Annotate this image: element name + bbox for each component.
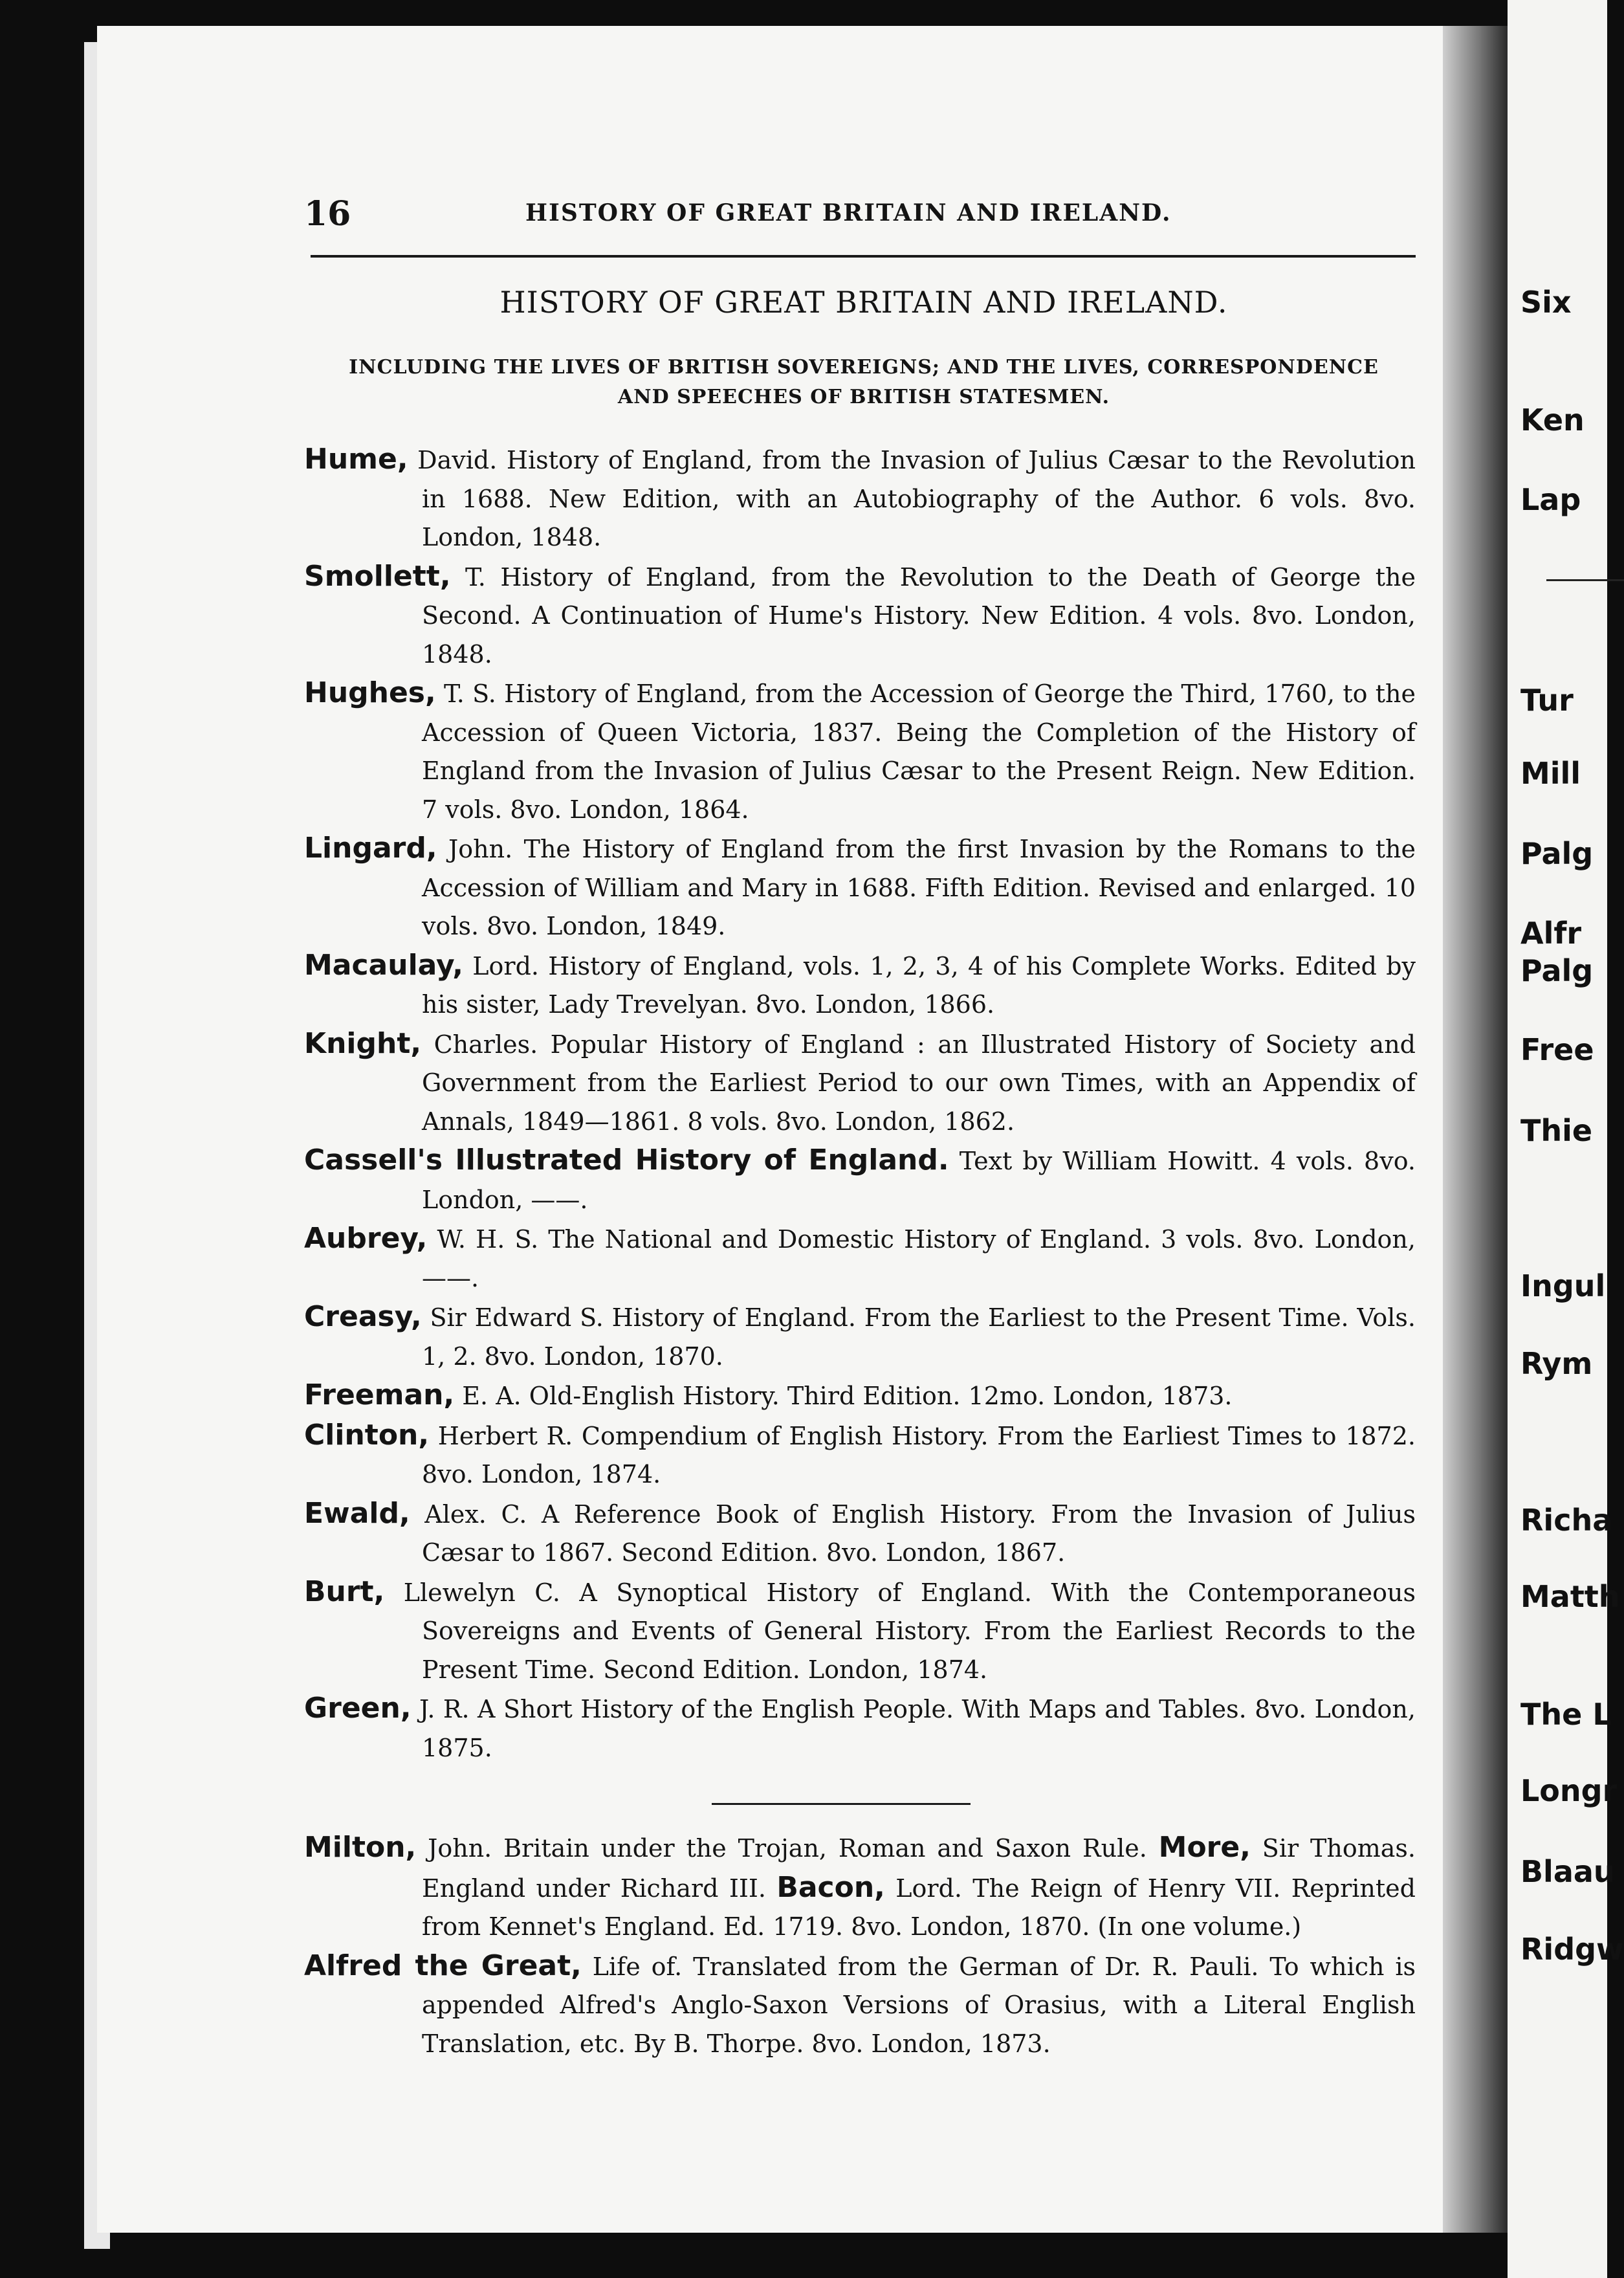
running-title: HISTORY OF GREAT BRITAIN AND IRELAND. <box>525 199 1172 227</box>
bibliography-entry <box>304 1376 1416 1416</box>
header-rule <box>311 255 1416 258</box>
author-name: Alfred the Great, <box>304 1949 582 1982</box>
author-name: Hume, <box>304 443 408 476</box>
author-name: Ewald, <box>304 1496 410 1530</box>
next-page-word: Palg <box>1520 953 1594 988</box>
entry-text: Herbert R. Compendium of English History. From the Earliest Times to 1872. 8vo. London, 1874. <box>422 1421 1416 1488</box>
entry-text: Sir Edward S. History of England. From the Earliest to the Present Time. Vols. 1, 2. 8vo. London, 1870. <box>422 1303 1416 1371</box>
bibliography-entry <box>304 1416 1416 1494</box>
bibliography-entry <box>304 1573 1416 1690</box>
next-page-word: Rym <box>1520 1346 1593 1381</box>
entry-text: W. H. S. The National and Domestic History of England. 3 vols. 8vo. London, ——. <box>422 1225 1416 1292</box>
entry-text: Alex. C. A Reference Book of English History. From the Invasion of Julius Cæsar to 1867. Second Edition. 8vo. London, 1867. <box>422 1499 1416 1567</box>
section-subtitle <box>304 353 1423 412</box>
bibliography-entry <box>304 557 1416 674</box>
author-name: Macaulay, <box>304 948 463 982</box>
next-page-word: The L <box>1520 1697 1612 1732</box>
next-page-word: Free <box>1520 1032 1594 1067</box>
next-page-word: Alfr <box>1520 916 1582 951</box>
next-page-word: Matth <box>1520 1579 1620 1614</box>
next-page-word: Mill <box>1520 756 1581 791</box>
entry-text: T. History of England, from the Revolution to the Death of George the Second. A Continuation of Hume's History. New Edition. 4 vols. 8vo. London, 1848. <box>422 562 1416 669</box>
bibliography-entry <box>304 1298 1416 1376</box>
bibliography-entry <box>304 440 1416 557</box>
bibliography-entry <box>304 1494 1416 1573</box>
entry-text: Text by William Howitt. 4 vols. 8vo. London, ——. <box>422 1147 1416 1214</box>
author-name: Hughes, <box>304 676 436 709</box>
bibliography-entry <box>304 1141 1416 1219</box>
page-number: 16 <box>304 194 351 234</box>
author-name: Aubrey, <box>304 1222 428 1255</box>
entry-text: David. History of England, from the Invasion of Julius Cæsar to the Revolution in 1688. New Edition, with an Autobiography of the Author. 6 vols. 8vo. London, 1848. <box>417 446 1416 551</box>
bibliography-entry <box>304 946 1416 1024</box>
bibliography-entry <box>304 829 1416 946</box>
author-name: More, <box>1158 1831 1251 1864</box>
author-name: Creasy, <box>304 1300 422 1333</box>
next-page-word: Ken <box>1520 403 1585 437</box>
gutter-shadow <box>1443 26 1508 2233</box>
next-page-rule <box>1546 579 1624 581</box>
next-page-word: Richa <box>1520 1503 1613 1538</box>
bibliography-entry <box>304 1947 1416 2064</box>
section-title: HISTORY OF GREAT BRITAIN AND IRELAND. <box>499 285 1228 320</box>
entry-text: Lord. The Reign of Henry VII. Reprinted from Kennet's England. Ed. 1719. 8vo. London, 1870. (In one volume.) <box>422 1874 1416 1941</box>
adjacent-page-fragment <box>1508 0 1624 2278</box>
misc-bibliography <box>304 1828 1416 2063</box>
author-name: Knight, <box>304 1026 422 1060</box>
entry-text: Sir Thomas. England under Richard III. <box>422 1834 1416 1903</box>
author-name: Cassell's Illustrated History of England. <box>304 1144 949 1177</box>
next-page-word: Lap <box>1520 482 1581 517</box>
section-divider <box>712 1803 971 1805</box>
next-page-word: Palg <box>1520 836 1594 871</box>
next-page-word: Tur <box>1520 683 1574 718</box>
author-name: Clinton, <box>304 1418 430 1452</box>
entry-text: John. Britain under the Trojan, Roman and Saxon Rule. <box>428 1834 1147 1863</box>
entry-text: Charles. Popular History of England : an Illustrated History of Society and Government from the Earliest Period to our own Times, with an Appendix of Annals, 1849—1861. 8 vols. 8vo. London, 1862. <box>422 1030 1416 1136</box>
author-name: Green, <box>304 1692 411 1725</box>
next-page-word: Thie <box>1520 1113 1593 1148</box>
author-name: Smollett, <box>304 559 451 593</box>
bibliography-entry <box>304 1024 1416 1142</box>
subtitle-line: INCLUDING THE LIVES OF BRITISH SOVEREIGNS; AND THE LIVES, CORRESPONDENCE <box>349 356 1379 379</box>
subtitle-line: AND SPEECHES OF BRITISH STATESMEN. <box>617 386 1110 408</box>
author-name: Burt, <box>304 1575 385 1608</box>
next-page-word: Blaau <box>1520 1854 1615 1889</box>
next-page-word: Six <box>1520 285 1572 320</box>
bibliography-list <box>304 440 1416 1767</box>
next-page-word: Ingul <box>1520 1268 1606 1303</box>
entry-text: E. A. Old-English History. Third Edition. 12mo. London, 1873. <box>462 1382 1233 1410</box>
bibliography-entry <box>304 674 1416 829</box>
next-page-word: Longr <box>1520 1773 1618 1808</box>
entry-text: John. The History of England from the first Invasion by the Romans to the Accession of William and Mary in 1688. Fifth Edition. Revised and enlarged. 10 vols. 8vo. London, 1849. <box>422 835 1416 940</box>
next-page-word: Ridgw <box>1520 1932 1624 1967</box>
bibliography-entry <box>304 1828 1416 1947</box>
entry-text: Llewelyn C. A Synoptical History of England. With the Contemporaneous Sovereigns and Events of General History. From the Earliest Records to the Present Time. Second Edition. London, 1874. <box>403 1578 1416 1684</box>
author-name: Milton, <box>304 1831 417 1864</box>
bibliography-entry <box>304 1689 1416 1767</box>
entry-text: Lord. History of England, vols. 1, 2, 3, 4 of his Complete Works. Edited by his sister, Lady Trevelyan. 8vo. London, 1866. <box>422 951 1416 1019</box>
entry-text: Life of. Translated from the German of Dr. R. Pauli. To which is appended Alfred's Anglo-Saxon Versions of Orasius, with a Literal English Translation, etc. By B. Thorpe. 8vo. London, 1873. <box>422 1952 1416 2058</box>
bibliography-entry <box>304 1219 1416 1298</box>
entry-text: J. R. A Short History of the English People. With Maps and Tables. 8vo. London, 1875. <box>419 1695 1416 1762</box>
author-name: Freeman, <box>304 1378 455 1411</box>
entry-text: T. S. History of England, from the Accession of George the Third, 1760, to the Accession of Queen Victoria, 1837. Being the Completion of the History of England from the Invasion of Julius Cæsar to the Present Reign. New Edition. 7 vols. 8vo. London, 1864. <box>422 680 1416 824</box>
author-name: Bacon, <box>776 1870 885 1904</box>
author-name: Lingard, <box>304 832 437 865</box>
